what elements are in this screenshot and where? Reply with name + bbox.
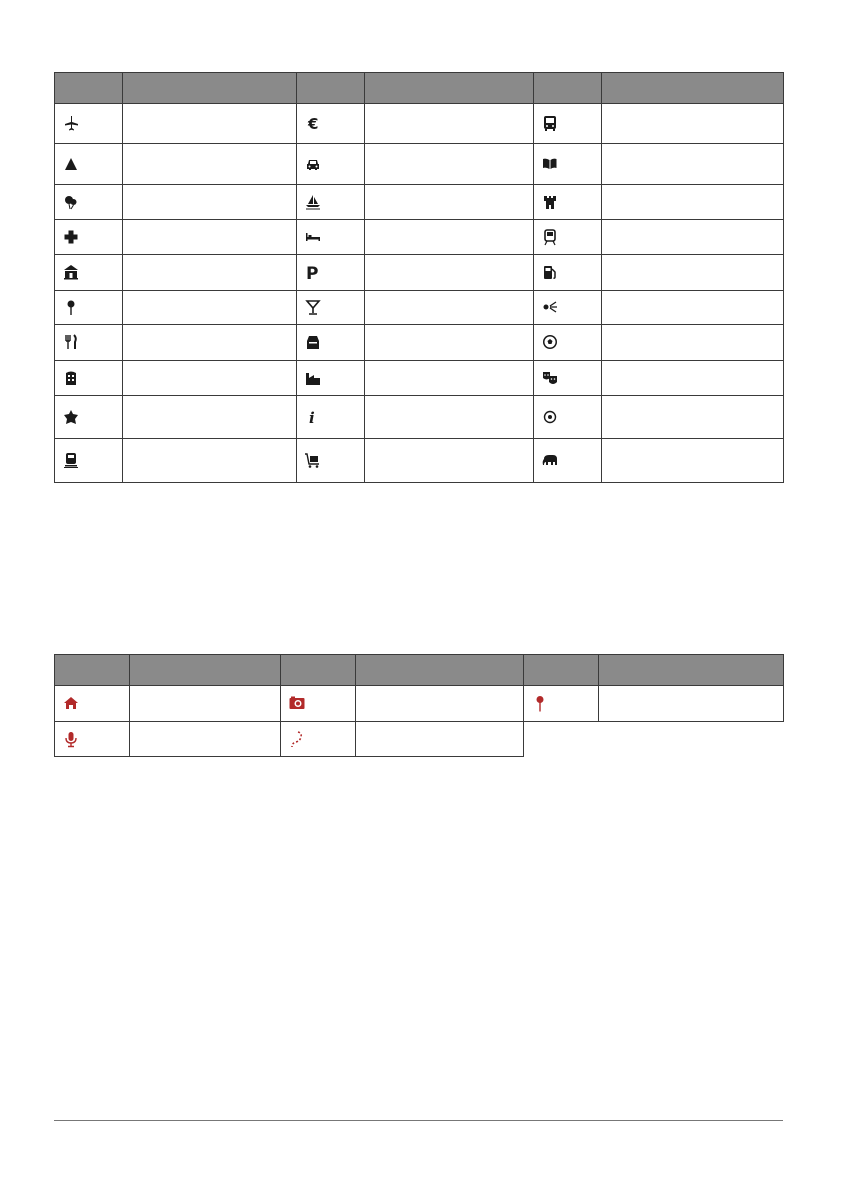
- icon-cell: [297, 439, 365, 483]
- icon-cell: [534, 439, 602, 483]
- label-cell: [365, 144, 534, 185]
- svg-text:€: €: [308, 115, 319, 133]
- header-icon-col-1: [55, 73, 123, 104]
- label-cell: [602, 396, 784, 439]
- favourites-icon-table: [54, 654, 784, 757]
- star-icon: [62, 408, 80, 426]
- table-header-row: [55, 73, 784, 104]
- label-cell: [123, 255, 297, 291]
- label-cell: [602, 439, 784, 483]
- library-icon: [541, 155, 559, 173]
- icon-cell: [534, 291, 602, 325]
- label-cell: [123, 325, 297, 361]
- zoo-icon: [541, 451, 559, 469]
- bus-icon: [541, 114, 559, 132]
- table-row: [55, 220, 784, 255]
- icon-cell: [297, 185, 365, 220]
- car-icon: [304, 155, 322, 173]
- label-cell: [130, 722, 281, 757]
- theatre-icon: [541, 369, 559, 387]
- icon-cell: [534, 325, 602, 361]
- airport-icon: [62, 114, 80, 132]
- target-icon: [541, 408, 559, 426]
- table-row: [55, 291, 784, 325]
- icon-cell: [297, 104, 365, 144]
- castle-icon: [541, 193, 559, 211]
- label-cell: [123, 291, 297, 325]
- header-label-col-1: [123, 73, 297, 104]
- footer-rule: [54, 1120, 783, 1121]
- icon-cell: [55, 291, 123, 325]
- header-label-col-2: [365, 73, 534, 104]
- icon-cell: [297, 291, 365, 325]
- table-row: [55, 325, 784, 361]
- icon-cell: [55, 722, 130, 757]
- icon-cell: [524, 686, 599, 722]
- table-row: [55, 439, 784, 483]
- amusement-icon: [62, 193, 80, 211]
- label-cell: [365, 185, 534, 220]
- icon-cell: [55, 361, 123, 396]
- icon-cell: [281, 722, 356, 757]
- shop-icon: [304, 333, 322, 351]
- header-icon-col-3: [534, 73, 602, 104]
- table-row: [55, 144, 784, 185]
- sailing-icon: [304, 193, 322, 211]
- label-cell: [365, 439, 534, 483]
- label-cell: [602, 220, 784, 255]
- label-cell: [123, 361, 297, 396]
- label-cell: [599, 686, 784, 722]
- label-cell: [365, 361, 534, 396]
- icon-cell: [281, 686, 356, 722]
- hotel-icon: [304, 228, 322, 246]
- icon-cell: [55, 255, 123, 291]
- label-cell: [365, 325, 534, 361]
- campsite-icon: [62, 155, 80, 173]
- label-cell: [365, 255, 534, 291]
- header-label-col-1: [130, 655, 281, 686]
- icon-cell: [297, 325, 365, 361]
- label-cell: [602, 255, 784, 291]
- label-cell: [365, 104, 534, 144]
- hospital-icon: [62, 228, 80, 246]
- label-cell: [123, 396, 297, 439]
- icon-cell: [55, 104, 123, 144]
- icon-cell: [534, 396, 602, 439]
- table-row: [55, 361, 784, 396]
- camera-icon: [288, 694, 306, 712]
- header-icon-col-3: [524, 655, 599, 686]
- svg-text:P: P: [306, 264, 319, 282]
- icon-cell: [55, 185, 123, 220]
- icon-cell: [534, 255, 602, 291]
- label-cell: [365, 291, 534, 325]
- label-cell: [123, 185, 297, 220]
- label-cell: [602, 291, 784, 325]
- icon-cell: [534, 361, 602, 396]
- info-icon: [304, 408, 322, 426]
- icon-cell: [534, 220, 602, 255]
- label-cell: [123, 144, 297, 185]
- table-row: [55, 722, 784, 757]
- rail-icon: [541, 228, 559, 246]
- header-label-col-3: [602, 73, 784, 104]
- label-cell: [356, 722, 524, 757]
- icon-cell: [297, 396, 365, 439]
- museum-icon: [62, 263, 80, 281]
- header-label-col-2: [356, 655, 524, 686]
- office-building-icon: [62, 369, 80, 387]
- label-cell: [356, 686, 524, 722]
- train-station-icon: [62, 451, 80, 469]
- table-row: [55, 104, 784, 144]
- table-row: [55, 185, 784, 220]
- header-icon-col-2: [297, 73, 365, 104]
- fuel-icon: [541, 263, 559, 281]
- table-row: [55, 686, 784, 722]
- label-cell: [602, 185, 784, 220]
- pin-red-icon: [531, 694, 549, 712]
- euro-icon: [304, 114, 322, 132]
- shopping-cart-icon: [304, 451, 322, 469]
- icon-cell: [297, 255, 365, 291]
- pin-icon: [62, 298, 80, 316]
- label-cell: [123, 439, 297, 483]
- fountain-icon: [541, 298, 559, 316]
- label-cell: [602, 325, 784, 361]
- label-cell: [123, 220, 297, 255]
- parking-icon: [304, 263, 322, 281]
- label-cell: [602, 144, 784, 185]
- icon-cell: [55, 439, 123, 483]
- stadium-icon: [541, 333, 559, 351]
- icon-cell: [297, 361, 365, 396]
- icon-cell: [55, 396, 123, 439]
- table-row: [55, 255, 784, 291]
- icon-cell: [55, 686, 130, 722]
- track-icon: [288, 730, 306, 748]
- label-cell: [365, 220, 534, 255]
- poi-icon-table: [54, 72, 784, 483]
- restaurant-icon: [62, 333, 80, 351]
- label-cell: [130, 686, 281, 722]
- bar-icon: [304, 298, 322, 316]
- header-icon-col-1: [55, 655, 130, 686]
- home-icon: [62, 694, 80, 712]
- label-cell: [602, 361, 784, 396]
- microphone-icon: [62, 730, 80, 748]
- icon-cell: [55, 220, 123, 255]
- icon-cell: [297, 220, 365, 255]
- icon-cell: [534, 144, 602, 185]
- label-cell: [123, 104, 297, 144]
- svg-text:i: i: [309, 408, 315, 426]
- header-icon-col-2: [281, 655, 356, 686]
- label-cell: [365, 396, 534, 439]
- table-row: [55, 396, 784, 439]
- table-header-row: [55, 655, 784, 686]
- icon-cell: [297, 144, 365, 185]
- empty-cell: [524, 722, 784, 757]
- icon-cell: [55, 144, 123, 185]
- header-label-col-3: [599, 655, 784, 686]
- factory-icon: [304, 369, 322, 387]
- icon-cell: [55, 325, 123, 361]
- icon-cell: [534, 104, 602, 144]
- icon-cell: [534, 185, 602, 220]
- label-cell: [602, 104, 784, 144]
